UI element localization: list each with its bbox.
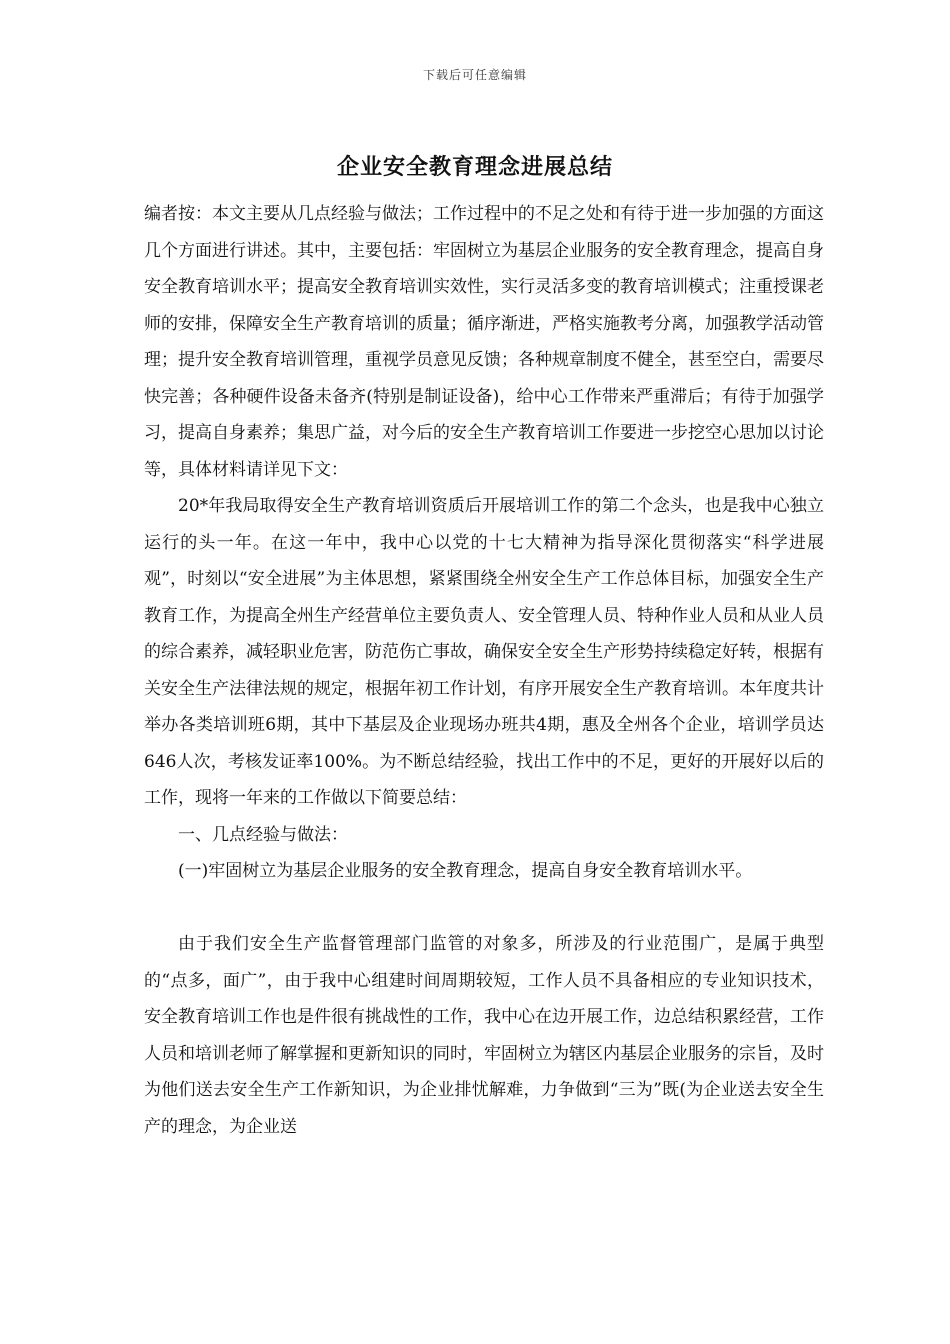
paragraph-spacer — [144, 890, 824, 927]
document-body — [144, 196, 824, 1145]
subsection-heading: (一)牢固树立为基层企业服务的安全教育理念，提高自身安全教育培训水平。 — [178, 861, 753, 881]
header-note: 下载后可任意编辑 — [422, 68, 527, 82]
document-title: 企业安全教育理念进展总结 — [336, 154, 613, 180]
intro-paragraph: 20*年我局取得安全生产教育培训资质后开展培训工作的第二个念头，也是我中心独立运行的头一年。在这一年中，我中心以党的十七大精神为指导深化贯彻落实“科学进展观”，时刻以“安全进展”为主体思想，紧紧围绕全州安全生产工作总体目标，加强安全生产教育工作，为提高全州生产经营单位主要负责人、安全管理人员、特种作业人员和从业人员的综合素养，减轻职业危害，防范伤亡事故，确保安全安全生产形势持续稳定好转，根据有关安全生产法律法规的规定，根据年初工作计划，有序开展安全生产教育培训。本年度共计举办各类培训班6期，其中下基层及企业现场办班共4期，惠及全州各个企业，培训学员达646人次，考核发证率100%。为不断总结经验，找出工作中的不足，更好的开展好以后的工作，现将一年来的工作做以下简要总结： — [144, 496, 824, 808]
section-heading: 一、几点经验与做法： — [178, 824, 348, 845]
editor-note-paragraph: 编者按：本文主要从几点经验与做法；工作过程中的不足之处和有待于进一步加强的方面这几个方面进行讲述。其中，主要包括：牢固树立为基层企业服务的安全教育理念，提高自身安全教育培训水平；提高安全教育培训实效性，实行灵活多变的教育培训模式；注重授课老师的安排，保障安全生产教育培训的质量；循序渐进，严格实施教考分离，加强教学活动管理；提升安全教育培训管理，重视学员意见反馈；各种规章制度不健全，甚至空白，需要尽快完善；各种硬件设备未备齐(特别是制证设备)，给中心工作带来严重滞后；有待于加强学习，提高自身素养；集思广益，对今后的安全生产教育培训工作要进一步挖空心思加以讨论等，具体材料请详见下文： — [144, 204, 824, 480]
body-paragraph: 由于我们安全生产监督管理部门监管的对象多，所涉及的行业范围广，是属于典型的“点多，面广”，由于我中心组建时间周期较短，工作人员不具备相应的专业知识技术，安全教育培训工作也是件很有挑战性的工作，我中心在边开展工作，边总结积累经营，工作人员和培训老师了解掌握和更新知识的同时，牢固树立为辖区内基层企业服务的宗旨，及时为他们送去安全生产工作新知识，为企业排忧解难，力争做到“三为”既(为企业送去安全生产的理念，为企业送 — [144, 934, 824, 1137]
